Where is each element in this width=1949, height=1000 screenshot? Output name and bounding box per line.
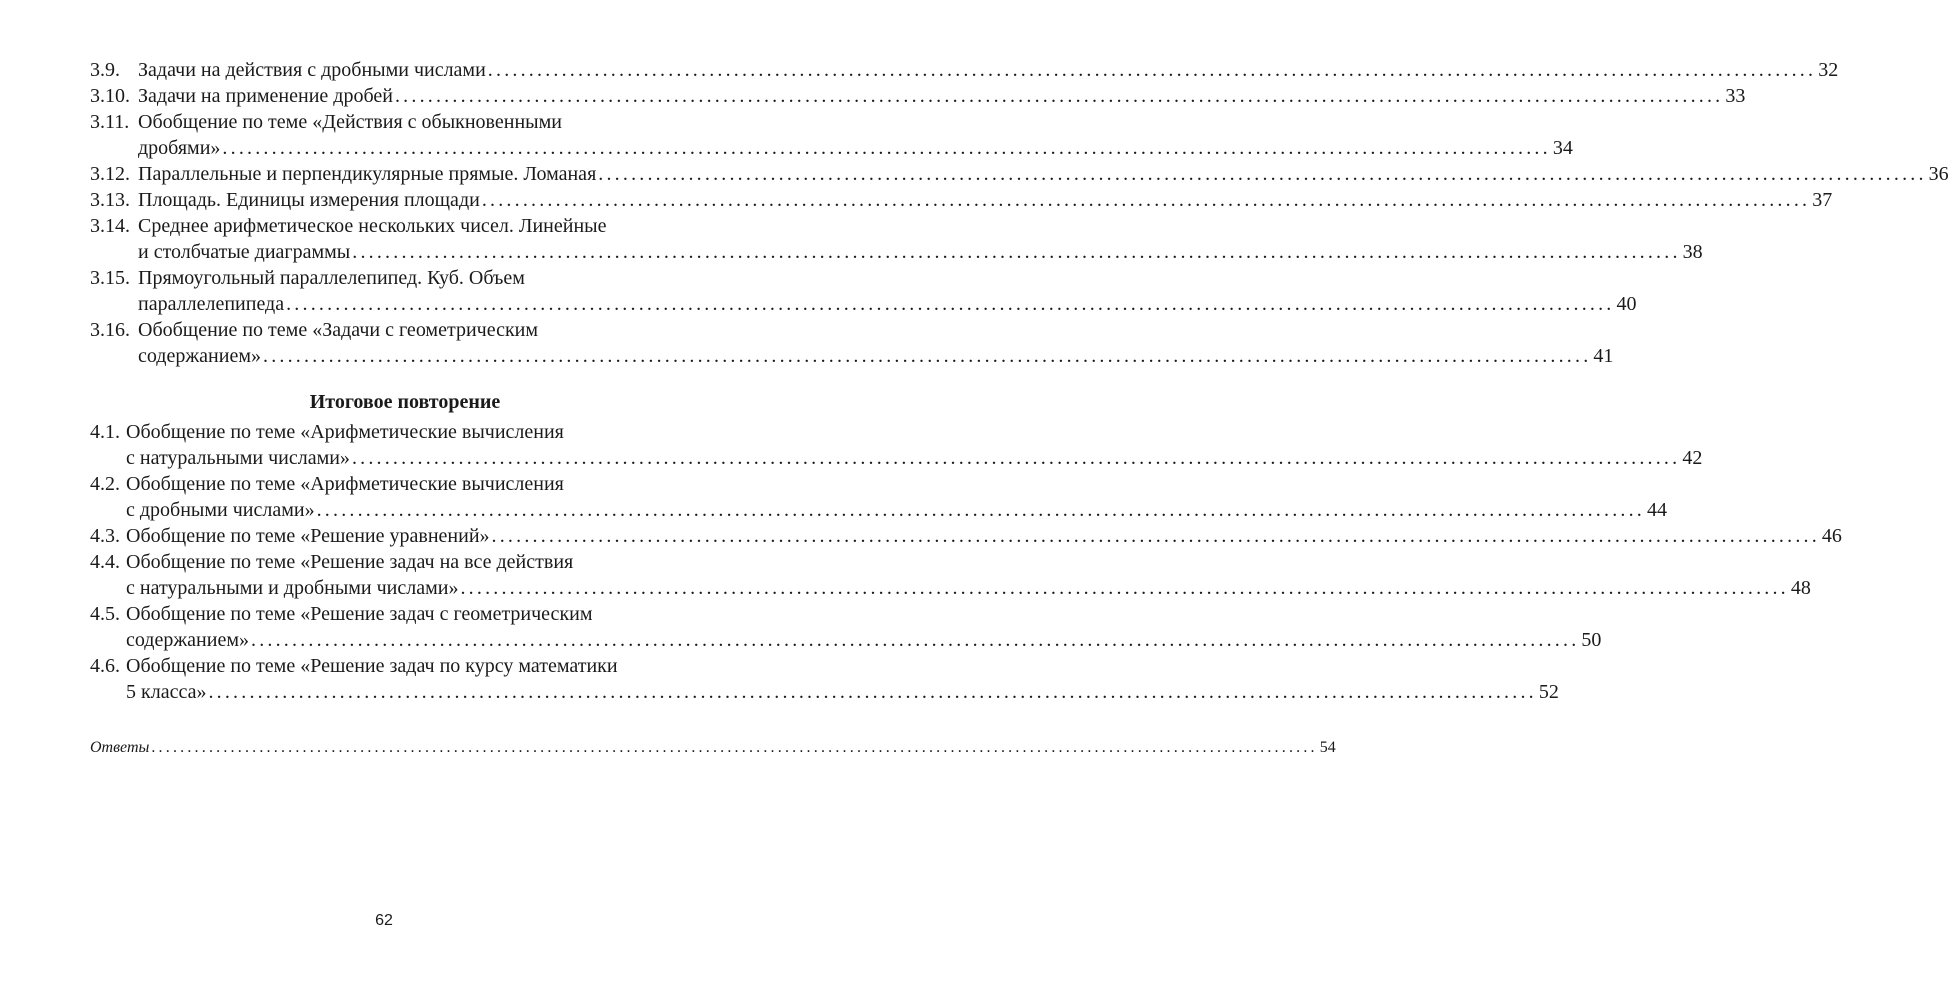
toc-entry-number: 3.13. [90, 189, 130, 211]
toc-entry[interactable] [90, 57, 1839, 83]
toc-entry-text [138, 57, 1839, 83]
toc-entry[interactable] [90, 109, 1573, 161]
page-number: 62 [375, 912, 393, 929]
toc-entry-page: 38 [1682, 241, 1703, 263]
toc-entry-line: Среднее арифметическое нескольких чисел. Линейные [138, 215, 607, 237]
toc-entry[interactable] [90, 549, 1811, 601]
toc-entry-text [138, 213, 1703, 265]
toc-entry-page: 36 [1928, 163, 1949, 185]
toc-entry-number: 4.5. [90, 603, 120, 625]
toc-entry[interactable] [90, 419, 1703, 471]
toc-entry-line: Обобщение по теме «Действия с обыкновенными [138, 111, 562, 133]
toc-entry-page: 52 [1538, 681, 1559, 703]
toc-entry-title: параллелепипеда [138, 293, 285, 315]
toc-entry-page: 40 [1616, 293, 1637, 315]
toc-entry-page: 42 [1682, 447, 1703, 469]
toc-entry-line: Обобщение по теме «Решение задач с геометрическим [126, 603, 593, 625]
toc-entry-number: 3.15. [90, 267, 130, 289]
dot-leader: .................................................................................................................................................................. [263, 345, 1592, 367]
toc-entry-text [126, 601, 1602, 653]
dot-leader: .................................................................................................................................................................. [222, 137, 1551, 159]
toc-entry-title: 5 класса» [126, 681, 207, 703]
toc-entry-title: с натуральными и дробными числами» [126, 577, 459, 599]
toc-entry-page: 37 [1812, 189, 1833, 211]
toc-entry[interactable] [90, 161, 1949, 187]
toc-entry-line: Обобщение по теме «Арифметические вычисления [126, 421, 564, 443]
toc-entry-page: 50 [1581, 629, 1602, 651]
toc-entry-number: 3.16. [90, 319, 130, 341]
toc-entry[interactable] [90, 601, 1602, 653]
toc-entry-text [126, 419, 1703, 471]
dot-leader: .................................................................................................................................................................. [286, 293, 1615, 315]
toc-entry-text [138, 109, 1573, 161]
toc-entry[interactable] [90, 523, 1842, 549]
answers-page: 54 [1319, 739, 1336, 756]
toc-entry-text [126, 653, 1559, 705]
dot-leader: .................................................................................................................................................................. [316, 499, 1645, 521]
toc-entry[interactable] [90, 187, 1833, 213]
toc-entry-title: содержанием» [138, 345, 261, 367]
toc-entry-line: Обобщение по теме «Решение задач по курсу математики [126, 655, 618, 677]
dot-leader: .................................................................................................................................................................. [598, 163, 1927, 185]
toc-entry-line: Прямоугольный параллелепипед. Куб. Объем [138, 267, 525, 289]
table-of-contents [90, 57, 1949, 757]
toc-entry-text [126, 523, 1842, 549]
dot-leader: .................................................................................................................................................................. [352, 241, 1681, 263]
toc-entry-title: содержанием» [126, 629, 249, 651]
dot-leader: .................................................................................................................................................................. [481, 189, 1811, 211]
toc-entry-text [138, 265, 1637, 317]
toc-entry-title: с натуральными числами» [126, 447, 350, 469]
toc-entry-title: Обобщение по теме «Решение уравнений» [126, 525, 490, 547]
toc-entry-text [138, 187, 1833, 213]
toc-entry-page: 41 [1593, 345, 1614, 367]
toc-entry-title: и столбчатые диаграммы [138, 241, 351, 263]
toc-entry[interactable] [90, 83, 1746, 109]
toc-entry-number: 4.3. [90, 525, 120, 547]
toc-entry-number: 3.10. [90, 85, 130, 107]
dot-leader: .................................................................................................................................................................. [394, 85, 1724, 107]
toc-entry[interactable] [90, 317, 1614, 369]
toc-entry-answers[interactable] [90, 739, 1336, 757]
toc-entry-line: Обобщение по теме «Задачи с геометрическим [138, 319, 539, 341]
toc-entry[interactable] [90, 265, 1637, 317]
toc-entry-text [138, 161, 1949, 187]
toc-entry-number: 4.1. [90, 421, 120, 443]
dot-leader: .................................................................................................................................................................. [351, 447, 1681, 469]
toc-entry-page: 33 [1725, 85, 1746, 107]
answers-label: Ответы [90, 739, 150, 756]
toc-entry-title: Задачи на применение дробей [138, 85, 393, 107]
toc-entry-text [126, 471, 1667, 523]
toc-entry-page: 34 [1552, 137, 1573, 159]
toc-entry-page: 46 [1821, 525, 1842, 547]
dot-leader: .................................................................................................................................................................. [151, 739, 1318, 756]
dot-leader: .................................................................................................................................................................. [487, 59, 1817, 81]
toc-entry-number: 3.11. [90, 111, 130, 133]
toc-entry-title: Площадь. Единицы измерения площади [138, 189, 480, 211]
toc-entry-text [138, 317, 1614, 369]
toc-entry-number: 3.12. [90, 163, 130, 185]
dot-leader: .................................................................................................................................................................. [460, 577, 1789, 599]
toc-entry-number: 3.9. [90, 59, 120, 81]
toc-entry-number: 4.6. [90, 655, 120, 677]
toc-entry-line: Обобщение по теме «Арифметические вычисления [126, 473, 564, 495]
toc-entry-title: дробями» [138, 137, 221, 159]
toc-entry-number: 4.4. [90, 551, 120, 573]
toc-entry[interactable] [90, 653, 1559, 705]
dot-leader: .................................................................................................................................................................. [491, 525, 1820, 547]
toc-entry-text [126, 549, 1811, 601]
toc-entry-title: Параллельные и перпендикулярные прямые. Ломаная [138, 163, 597, 185]
toc-entry-title: Задачи на действия с дробными числами [138, 59, 486, 81]
toc-entry-page: 48 [1790, 577, 1811, 599]
toc-entry-number: 3.14. [90, 215, 130, 237]
section-title: Итоговое повторение [309, 391, 501, 413]
dot-leader: .................................................................................................................................................................. [208, 681, 1537, 703]
toc-entry[interactable] [90, 471, 1667, 523]
toc-entry-title: с дробными числами» [126, 499, 315, 521]
toc-list-final-review [90, 419, 1842, 705]
toc-entry-page: 44 [1647, 499, 1667, 521]
toc-entry[interactable] [90, 213, 1703, 265]
toc-entry-number: 4.2. [90, 473, 120, 495]
toc-entry-text [138, 83, 1746, 109]
dot-leader: .................................................................................................................................................................. [251, 629, 1580, 651]
toc-list-chapter-3 [90, 57, 1949, 369]
toc-entry-line: Обобщение по теме «Решение задач на все действия [126, 551, 574, 573]
toc-entry-page: 32 [1818, 59, 1839, 81]
